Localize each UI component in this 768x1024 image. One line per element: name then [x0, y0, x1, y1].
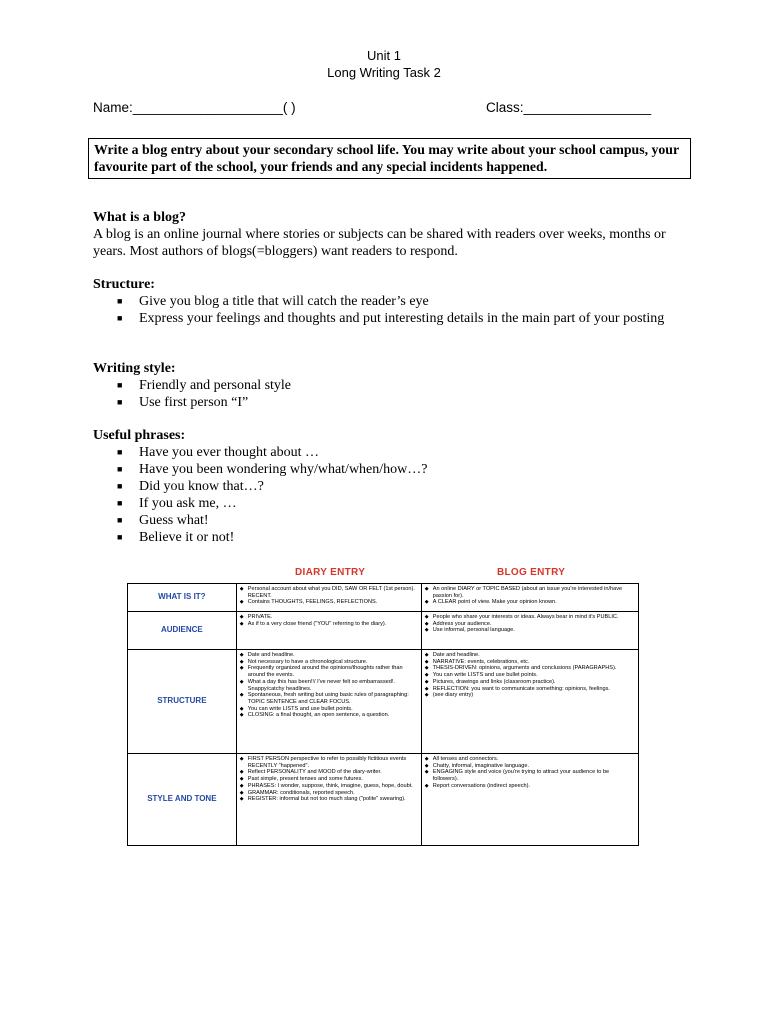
cell-list-item: ◆ Spontaneous, fresh writing but using basic rules of paragraphing: TOPIC SENTENCE and CLEAR FOCUS. [240, 692, 418, 705]
diary-entry-heading: DIARY ENTRY [295, 567, 366, 578]
cell-list-item: ◆ REFLECTION: you want to communicate something: opinions, feelings. [425, 686, 635, 693]
diary-cell [236, 612, 421, 650]
diary-cell-list [240, 652, 418, 719]
blog-cell-list [425, 756, 635, 790]
table-row [128, 584, 639, 612]
useful-phrases-heading: Useful phrases: [93, 428, 186, 443]
list-item: ■ Give you blog a title that will catch the reader’s eye [117, 294, 429, 309]
writing-style-section [93, 360, 683, 411]
cell-list-item: ◆ PHRASES: I wonder, suppose, think, imagine, guess, hope, doubt. [240, 783, 418, 790]
blog-cell-list [425, 614, 635, 634]
cell-list-item: ◆ Past simple, present tenses and some futures. [240, 776, 418, 783]
cell-list-item: ◆ PRIVATE. [240, 614, 418, 621]
cell-list-item: ◆ Report conversations (indirect speech). [425, 783, 635, 790]
list-item: ■ Did you know that…? [117, 479, 264, 494]
table-column-headers [127, 567, 639, 583]
blog-cell [421, 754, 638, 846]
what-is-blog-text: A blog is an online journal where stories or subjects can be shared with readers over weeks, months or years. Most authors of blogs(=bloggers) want readers to respond. [93, 227, 666, 259]
square-bullet-icon: ■ [117, 296, 123, 306]
row-label: STRUCTURE [128, 650, 237, 754]
cell-list-item: ◆ Use informal, personal language. [425, 627, 635, 634]
useful-phrases-list [93, 444, 683, 546]
comparison-table [127, 583, 639, 846]
blog-cell [421, 612, 638, 650]
square-bullet-icon: ■ [117, 515, 123, 525]
class-field[interactable]: Class:_________________ [486, 100, 652, 115]
structure-heading: Structure: [93, 277, 155, 292]
cell-list-item: ◆ Personal account about what you DID, SAW OR FELT (1st person). RECENT. [240, 586, 418, 599]
cell-list-item: ◆ As if to a very close friend ("YOU" referring to the diary). [240, 621, 418, 628]
square-bullet-icon: ■ [117, 447, 123, 457]
list-item: ■ Friendly and personal style [117, 378, 292, 393]
diary-cell-list [240, 586, 418, 606]
diary-vs-blog-table [127, 567, 639, 846]
cell-list-item: ◆ FIRST PERSON perspective to refer to possibly fictitious events RECENTLY "happened". [240, 756, 418, 769]
blog-cell [421, 584, 638, 612]
cell-list-item: ◆ Date and headline. [240, 652, 418, 659]
cell-list-item: ◆ ENGAGING style and voice (you're trying to attract your audience to be followers). [425, 769, 635, 782]
table-row [128, 650, 639, 754]
cell-list-item: ◆ Date and headline. [425, 652, 635, 659]
cell-list-item: ◆ Pictures, drawings and links (classroom practice). [425, 679, 635, 686]
diary-cell-list [240, 756, 418, 803]
list-item: ■ Have you been wondering why/what/when/how…? [117, 462, 428, 477]
square-bullet-icon: ■ [117, 532, 123, 542]
cell-list-item: ◆ THESIS-DRIVEN: opinions, arguments and conclusions (PARAGRAPHS). [425, 665, 635, 672]
structure-section [93, 276, 683, 327]
square-bullet-icon: ■ [117, 380, 123, 390]
row-label: STYLE AND TONE [128, 754, 237, 846]
blog-entry-heading: BLOG ENTRY [497, 567, 566, 578]
what-is-blog-heading: What is a blog? [93, 210, 186, 225]
list-item: ■ Have you ever thought about … [117, 445, 320, 460]
cell-list-item: ◆ Reflect PERSONALITY and MOOD of the diary-writer. [240, 769, 418, 776]
blog-cell-list [425, 652, 635, 699]
cell-list-item: ◆ You can write LISTS and use bullet points. [425, 672, 635, 679]
unit-title: Unit 1 [367, 48, 401, 63]
cell-list-item: ◆ Frequently organized around the opinions/thoughts rather than around the events. [240, 665, 418, 678]
row-label: AUDIENCE [128, 612, 237, 650]
useful-phrases-section [93, 427, 683, 546]
name-field[interactable]: Name:____________________( ) [93, 100, 296, 115]
diary-cell [236, 754, 421, 846]
list-item: ■ Guess what! [117, 513, 209, 528]
cell-list-item: ◆ NARRATIVE: events, celebrations, etc. [425, 659, 635, 666]
writing-style-list [93, 377, 683, 411]
list-item: ■ Believe it or not! [117, 530, 235, 545]
cell-list-item: ◆ CLOSING: a final thought, an open sentence, a question. [240, 712, 418, 719]
cell-list-item: ◆ Contains THOUGHTS, FEELINGS, REFLECTIONS. [240, 599, 418, 606]
diary-cell-list [240, 614, 418, 627]
cell-list-item: ◆ All tenses and connectors. [425, 756, 635, 763]
cell-list-item: ◆ (see diary entry) [425, 692, 635, 699]
diary-cell [236, 650, 421, 754]
cell-list-item: ◆ An online DIARY or TOPIC BASED (about an issue you're interested in/have passion for). [425, 586, 635, 599]
square-bullet-icon: ■ [117, 397, 123, 407]
list-item: ■ Use first person “I” [117, 395, 249, 410]
cell-list-item: ◆ Not necessary to have a chronological structure. [240, 659, 418, 666]
name-class-row [93, 100, 693, 115]
cell-list-item: ◆ Address your audience. [425, 621, 635, 628]
list-item: ■ If you ask me, … [117, 496, 237, 511]
blog-cell [421, 650, 638, 754]
what-is-blog-section [93, 209, 683, 260]
cell-list-item: ◆ What a day this has been!!/ I've never felt so embarrassed!. Snappy/catchy headlines. [240, 679, 418, 692]
cell-list-item: ◆ A CLEAR point of view. Make your opinion known. [425, 599, 635, 606]
square-bullet-icon: ■ [117, 481, 123, 491]
table-row [128, 612, 639, 650]
cell-list-item: ◆ GRAMMAR: conditionals, reported speech. [240, 790, 418, 797]
cell-list-item: ◆ Chatty, informal, imaginative language. [425, 763, 635, 770]
cell-list-item: ◆ People who share your interests or ideas. Always bear in mind it's PUBLIC. [425, 614, 635, 621]
cell-list-item: ◆ REGISTER: informal but not too much slang ("polite" swearing). [240, 796, 418, 803]
square-bullet-icon: ■ [117, 313, 123, 323]
task-instruction-box: Write a blog entry about your secondary school life. You may write about your school campus, your favourite part of the school, your friends and any special incidents happened. [88, 138, 691, 179]
square-bullet-icon: ■ [117, 464, 123, 474]
list-item: ■ Express your feelings and thoughts and put interesting details in the main part of your posting [117, 311, 665, 326]
square-bullet-icon: ■ [117, 498, 123, 508]
writing-style-heading: Writing style: [93, 361, 176, 376]
task-title: Long Writing Task 2 [327, 65, 441, 80]
cell-list-item: ◆ You can write LISTS and use bullet points. [240, 706, 418, 713]
table-row [128, 754, 639, 846]
blog-cell-list [425, 586, 635, 606]
diary-cell [236, 584, 421, 612]
structure-list [93, 293, 683, 327]
row-label: WHAT IS IT? [128, 584, 237, 612]
